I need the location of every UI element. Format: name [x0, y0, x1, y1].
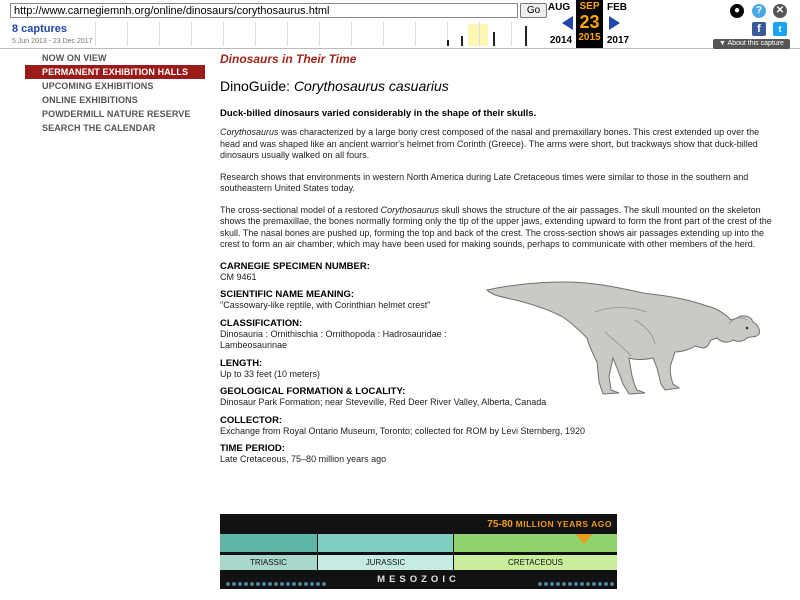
prev-capture-arrow-icon[interactable]	[562, 16, 573, 30]
sparkline-year-column	[319, 22, 320, 46]
time-marker-icon	[576, 534, 592, 544]
fact-label: CLASSIFICATION:	[220, 317, 303, 329]
sparkline-highlight	[468, 24, 488, 46]
nav-online-exhibitions[interactable]: ONLINE EXHIBITIONS	[42, 95, 138, 105]
title-species: Corythosaurus casuarius	[293, 78, 449, 94]
fact-value: Up to 33 feet (10 meters)	[220, 368, 321, 379]
timeline-range	[487, 519, 612, 530]
sparkline-year-column	[95, 22, 96, 46]
paragraph-1-text: was characterized by a large bony crest composed of the nasal and premaxillary bones. This crest extended up over the head and was shaped like an ancient warrior's helmet from Corinth (Greece). The arms were short, but trackways show that duck-billed dinosaurs usually walked on all fours.	[220, 127, 760, 160]
genus-name: Corythosaurus	[220, 127, 279, 137]
timeline-range-unit: MILLION YEARS AGO	[515, 519, 612, 529]
corythosaurus-illustration	[485, 272, 775, 397]
twitter-icon[interactable]: t	[773, 22, 787, 36]
period-band	[454, 534, 617, 552]
fact-label: GEOLOGICAL FORMATION & LOCALITY:	[220, 386, 406, 397]
paragraph-2: Research shows that environments in western North America during Late Cretaceous times were similar to those in the southern and southeastern United States today.	[220, 171, 749, 193]
lead-text: Duck-billed dinosaurs varied considerably in the shape of their skulls.	[220, 108, 537, 119]
title-prefix: DinoGuide:	[220, 78, 294, 94]
current-capture	[576, 0, 603, 48]
url-input[interactable]	[10, 3, 518, 18]
fact-label: TIME PERIOD:	[220, 443, 285, 454]
current-year: 2015	[578, 32, 601, 43]
next-capture-arrow-icon[interactable]	[609, 16, 620, 30]
next-year[interactable]: 2017	[606, 35, 630, 46]
nav-search-the-calendar[interactable]: SEARCH THE CALENDAR	[42, 123, 156, 133]
section-title: Dinosaurs in Their Time	[220, 52, 357, 66]
nav-permanent-exhibition-halls[interactable]: PERMANENT EXHIBITION HALLS	[25, 65, 205, 79]
go-button[interactable]: Go	[520, 3, 547, 18]
fact-label: COLLECTOR:	[220, 414, 283, 426]
period-label: JURASSIC	[318, 555, 453, 570]
paragraph-3-b: skull shows the structure of the air passages. The skull mounted on the skeleton shows the premaxillae, the bones normally forming only the tip of the upper jaws, extending upward to form the front part of the crest of the skull. The nasal bones are pushed up, forming the top and back of the crest. The cross-section shows air passages extending up into the crest to form an air chamber, which may have been used for making sounds, perhaps to communicate with other members of the herd.	[220, 204, 772, 249]
sparkline-year-column	[159, 22, 160, 46]
period-band	[318, 534, 453, 552]
paragraph-3-a: The cross-sectional model of a restored	[220, 204, 381, 215]
fact-value: "Cassowary-like reptile, with Corinthian helmet crest"	[220, 300, 431, 310]
sparkline-year-column	[223, 22, 224, 46]
era-label: MESOZOIC	[377, 574, 460, 585]
capture-tick[interactable]	[493, 32, 495, 46]
prev-month[interactable]: AUG	[547, 2, 571, 13]
period-band	[220, 534, 317, 552]
sparkline-year-column	[415, 22, 416, 46]
sparkline-year-column	[287, 22, 288, 46]
period-cretaceous	[454, 534, 617, 572]
close-icon[interactable]: ✕	[773, 4, 787, 18]
fact-value: CM 9461	[220, 271, 257, 282]
sparkline-year-column	[351, 22, 352, 46]
help-icon[interactable]: ?	[752, 4, 766, 18]
period-triassic	[220, 534, 317, 572]
user-icon[interactable]: ●	[730, 4, 744, 18]
captures-link[interactable]: 8 captures	[12, 23, 68, 35]
prev-year[interactable]: 2014	[549, 35, 573, 46]
period-label: CRETACEOUS	[454, 555, 617, 570]
sparkline-year-column	[511, 22, 512, 46]
fact-value: Dinosaur Park Formation; near Steveville, Red Deer River Valley, Alberta, Canada	[220, 397, 547, 407]
fact-label: CARNEGIE SPECIMEN NUMBER:	[220, 260, 370, 272]
fact-time-period	[220, 443, 780, 466]
geologic-timeline	[220, 514, 617, 589]
timeline-dots-right	[538, 575, 616, 583]
period-label: TRIASSIC	[220, 555, 317, 570]
paragraph-1	[220, 127, 772, 162]
timeline-range-value: 75-80	[487, 519, 513, 530]
next-month[interactable]: FEB	[607, 2, 627, 13]
sparkline-year-column	[479, 22, 480, 46]
nav-powdermill-nature-reserve[interactable]: POWDERMILL NATURE RESERVE	[42, 109, 191, 119]
fact-value: Exchange from Royal Ontario Museum, Toronto; collected for ROM by Levi Sternberg, 1920	[220, 425, 586, 436]
sparkline-year-column	[255, 22, 256, 46]
fact-value: Dinosauria : Ornithischia : Ornithopoda : Hadrosauridae : Lambeosaurinae	[220, 328, 447, 350]
genus-name: Corythosaurus	[380, 204, 440, 215]
fact-value: Late Cretaceous, 75–80 million years ago	[220, 454, 387, 464]
sparkline-year-column	[383, 22, 384, 46]
facebook-icon[interactable]: f	[752, 22, 766, 36]
sparkline-year-column	[191, 22, 192, 46]
nav-upcoming-exhibitions[interactable]: UPCOMING EXHIBITIONS	[42, 81, 154, 91]
capture-sparkline[interactable]	[95, 22, 540, 46]
capture-tick[interactable]	[447, 40, 449, 46]
paragraph-3	[220, 205, 772, 251]
wayback-toolbar	[0, 0, 800, 49]
page-title	[220, 78, 780, 94]
fact-label: SCIENTIFIC NAME MEANING:	[220, 289, 355, 300]
capture-range: 5 Jun 2013 - 23 Dec 2017	[12, 38, 93, 45]
current-month: SEP	[579, 1, 600, 12]
capture-tick[interactable]	[525, 26, 527, 46]
current-day: 23	[579, 12, 600, 32]
main-content	[220, 52, 780, 466]
period-jurassic	[318, 534, 453, 572]
capture-tick[interactable]	[461, 36, 463, 46]
about-capture-button[interactable]: ▼ About this capture	[713, 39, 790, 49]
nav-now-on-view[interactable]: NOW ON VIEW	[42, 53, 107, 63]
sparkline-year-column	[127, 22, 128, 46]
fact-label: LENGTH:	[220, 357, 263, 369]
left-nav	[25, 51, 205, 135]
fact-collector	[220, 415, 780, 438]
